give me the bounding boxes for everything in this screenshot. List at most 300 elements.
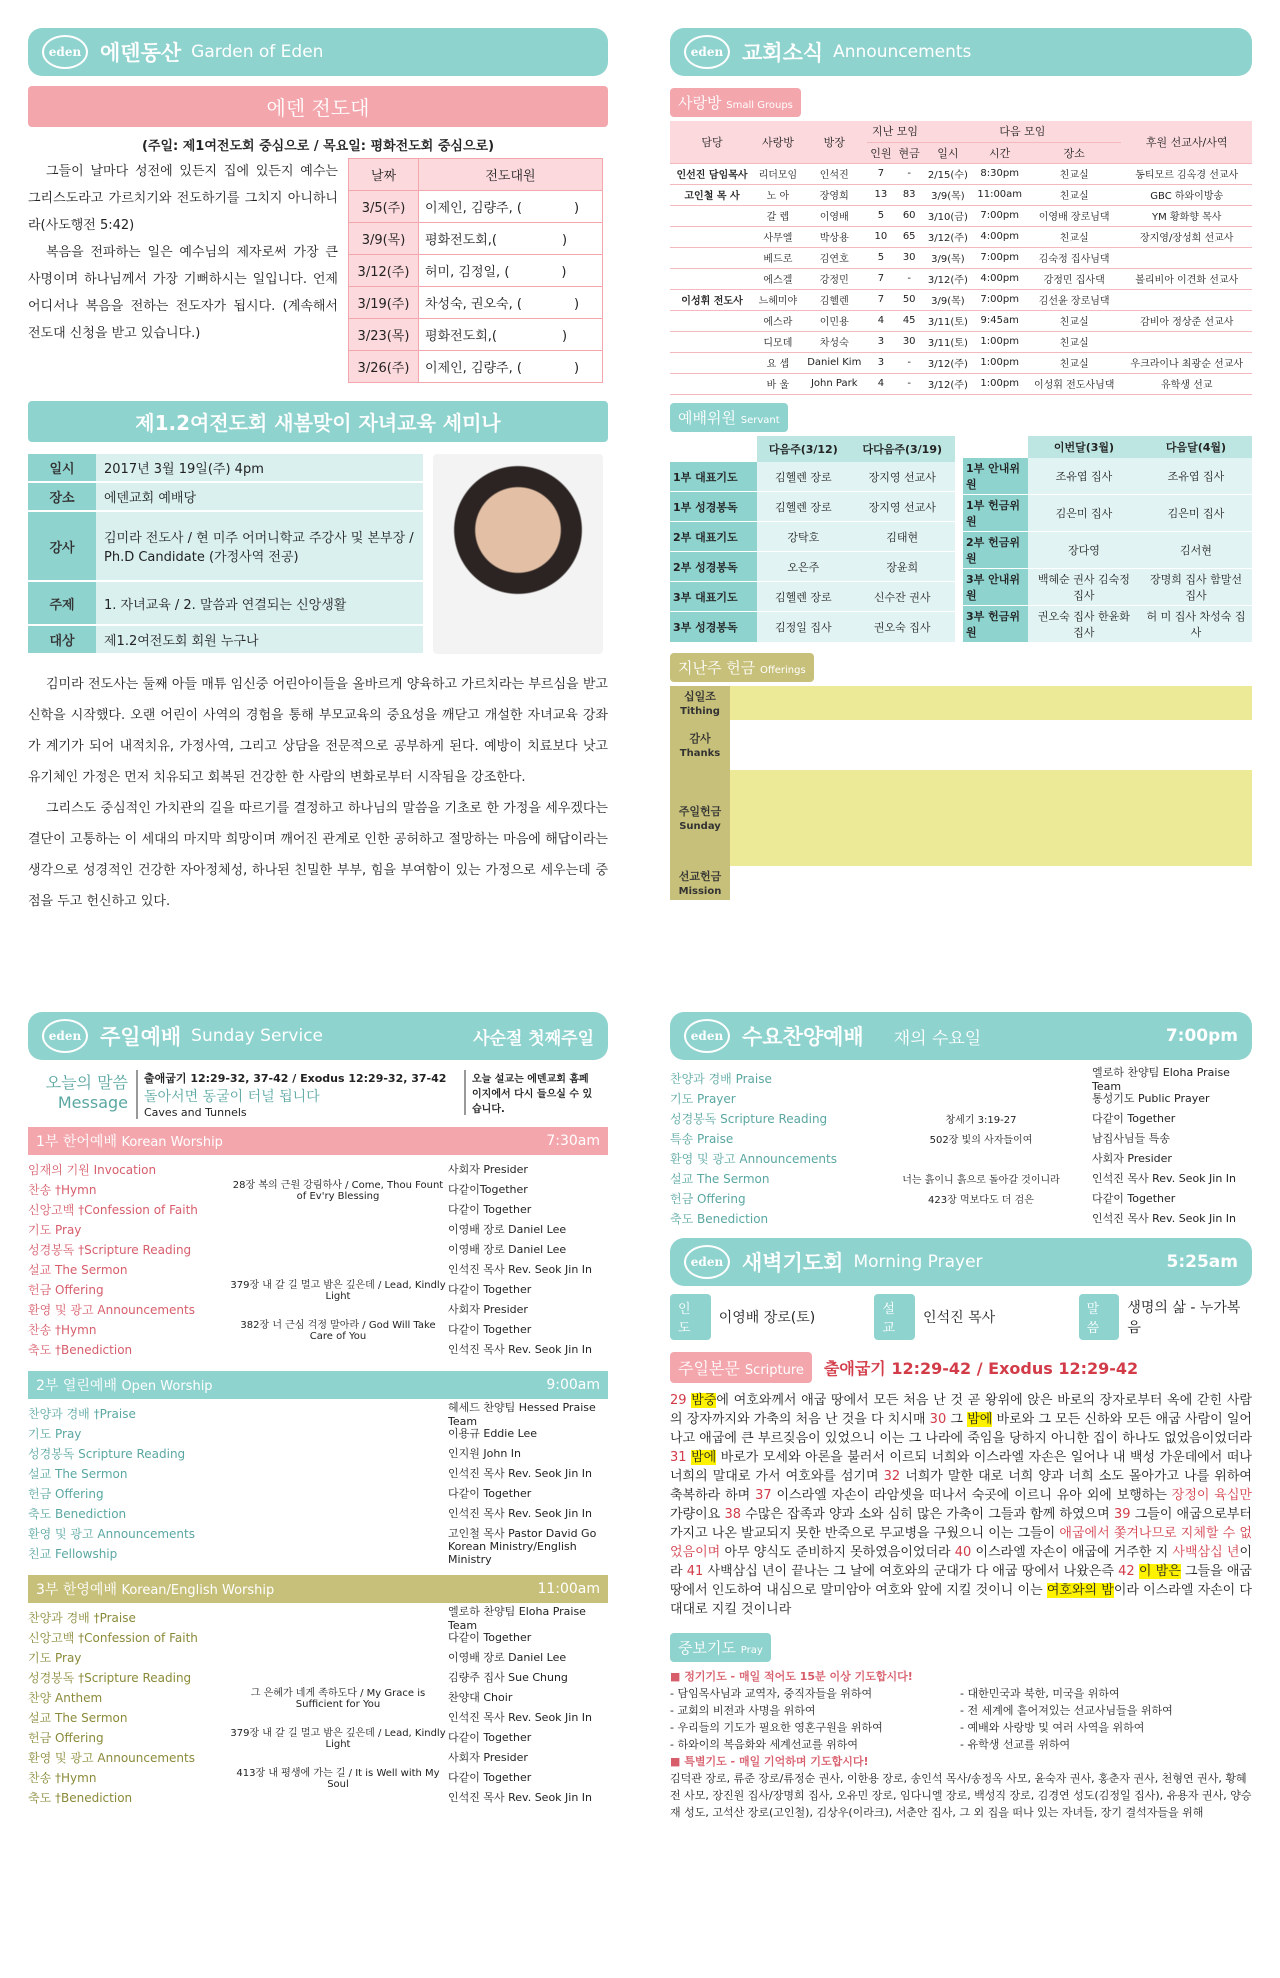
sg-cell <box>670 373 754 394</box>
order-detail: 379장 내 갈 길 멀고 밤은 깊은데 / Lead, Kindly Light <box>230 1280 446 1302</box>
eden-subtitle: Garden of Eden <box>191 42 324 62</box>
sg-cell: 김숙정 집사님댁 <box>1027 247 1122 268</box>
sg-row <box>670 310 1252 331</box>
w2-time: 9:00am <box>546 1377 600 1393</box>
sg-cell: 7 <box>867 289 895 310</box>
order-row <box>28 1483 608 1503</box>
sv-cell: 조유엽 집사 <box>1028 458 1140 495</box>
eden-section <box>28 28 608 917</box>
sv-cell: 2부 성경봉독 <box>670 552 757 582</box>
sg-cell: YM 황화향 목사 <box>1121 205 1252 226</box>
message-ref: 출애굽기 12:29-32, 37-42 / Exodus 12:29-32, 37-42 <box>144 1072 447 1085</box>
sv-row <box>963 568 1252 605</box>
order-row <box>670 1065 1252 1093</box>
seminar-key: 강사 <box>28 511 96 581</box>
mission-names: 평화전도회,( ) <box>419 319 603 351</box>
order-leader: 김량주 집사 Sue Chung <box>448 1671 568 1684</box>
message-title-en: Caves and Tunnels <box>144 1106 247 1119</box>
order-leader: 다같이 Together <box>448 1731 532 1744</box>
sg-row <box>670 268 1252 289</box>
morning-header <box>670 1238 1252 1286</box>
order-item: 축도 Benediction <box>28 1506 127 1521</box>
news-header <box>670 28 1252 76</box>
sg-cell: 유학생 선교 <box>1121 373 1252 394</box>
sg-cell: 요 셉 <box>754 352 802 373</box>
sg-cell: 50 <box>895 289 923 310</box>
mission-names: 허미, 김정일, ( ) <box>419 255 603 287</box>
order-item: 축도 Benediction <box>670 1211 769 1226</box>
mission-names: 평화전도회,( ) <box>419 223 603 255</box>
scripture-segment: 42 <box>1118 1564 1139 1579</box>
order-item: 환영 및 광고 Announcements <box>28 1526 195 1541</box>
sg-cell: 60 <box>895 205 923 226</box>
order-row <box>28 1400 608 1428</box>
prayer-item: - 유학생 선교를 위하여 <box>960 1738 1071 1751</box>
sg-cell: 고인철 목 사 <box>670 184 754 205</box>
order-row <box>28 1787 608 1807</box>
sg-cell <box>1121 289 1252 310</box>
morning-subtitle: Morning Prayer <box>853 1252 983 1272</box>
sg-cell: 김연호 <box>802 247 867 268</box>
sg-cell: 3/12(주) <box>923 226 972 247</box>
sg-cell: 친교실 <box>1027 310 1122 331</box>
order-item: 설교 The Sermon <box>28 1710 128 1725</box>
sg-cell <box>1121 247 1252 268</box>
sv-row <box>963 458 1252 495</box>
sg-cell: 김선윤 장로님댁 <box>1027 289 1122 310</box>
morning-title: 새벽기도회 <box>742 1251 844 1275</box>
sg-cell: 30 <box>895 247 923 268</box>
seminar-para2: 그리스도 중심적인 가치관의 길을 따르기를 결정하고 하나님의 말씀을 기초로 한 가정을 세우겠다는 결단이 고통하는 이 세대의 마지막 희망이며 깨어진 관계로 인한 공허하고 절망하는 마음에 해답이라는 생각으로 성경적인 건강한 자아정체성, 하나된 친밀한 부부, 힘을 부여함이 있는 가정으로 세우는데 중점을 두고 헌신하고 있다. <box>28 801 608 909</box>
scripture-segment: 사백삼십 년 <box>1172 1545 1240 1560</box>
sv-cell: 1부 대표기도 <box>670 462 757 492</box>
sg-cell: 친교실 <box>1027 352 1122 373</box>
sg-cell: 3 <box>867 352 895 373</box>
sg-cell: 9:45am <box>972 310 1026 331</box>
worship2-order <box>28 1400 608 1566</box>
scripture-segment: 바로와 그 모든 신하와 모든 애굽 사람이 일어나고 애굽에 큰 부르짖음이 있었으니 이는 그 나라에 죽임을 당하지 아니한 집이 하나도 없었음이었더라 <box>670 1412 1252 1446</box>
order-detail: 423장 먹보다도 더 검은 <box>928 1194 1034 1206</box>
sv-row <box>963 605 1252 642</box>
sv-cell: 김서현 <box>1140 531 1252 568</box>
scripture-segment: 30 <box>929 1412 951 1427</box>
sg-cell: 3/10(금) <box>923 205 972 226</box>
order-row <box>28 1604 608 1632</box>
order-row <box>28 1279 608 1302</box>
sg-cell: 7 <box>867 268 895 289</box>
order-leader: 다같이 Together <box>448 1771 532 1784</box>
mission-para2: 복음을 전파하는 일은 예수님의 제자로써 가장 큰 사명이며 하나님께서 가장 기뻐하시는 일입니다. 언제 어디서나 복음을 전하는 전도자가 됩시다. (계속해서 전도대 신청을 받고 있습니다.) <box>28 245 338 341</box>
sg-cell: - <box>895 352 923 373</box>
mission-title: 에덴 전도대 <box>28 86 608 127</box>
prayer-list <box>670 1668 1252 1821</box>
morning-lead-key: 인도 <box>670 1294 711 1340</box>
sg-cell: 강정민 집사댁 <box>1027 268 1122 289</box>
order-leader: 다같이 Together <box>1092 1112 1176 1125</box>
mission-date: 3/19(주) <box>349 287 419 319</box>
sg-cell: 볼리비아 이견화 선교사 <box>1121 268 1252 289</box>
order-item: 찬송 †Hymn <box>28 1770 97 1785</box>
speaker-photo <box>433 454 603 654</box>
w3-title: 3부 한영예배 <box>36 1582 117 1598</box>
sg-cell: 인석진 <box>802 163 867 184</box>
news-subtitle: Announcements <box>833 42 972 62</box>
sv-cell: 신수잔 권사 <box>849 582 955 612</box>
sv-right-body <box>963 458 1252 643</box>
sg-cell: 3/12(주) <box>923 373 972 394</box>
sg-cell: 3/9(목) <box>923 289 972 310</box>
sg-cell: 30 <box>895 331 923 352</box>
sv-row <box>670 492 955 522</box>
mission-date: 3/26(주) <box>349 351 419 383</box>
w3-time: 11:00am <box>537 1581 600 1597</box>
order-item: 환영 및 광고 Announcements <box>28 1750 195 1765</box>
sg-cell: 박상용 <box>802 226 867 247</box>
mission-head-names: 전도대원 <box>419 159 603 191</box>
sv-row <box>963 494 1252 531</box>
sg-cell: 5 <box>867 247 895 268</box>
sv-cell: 김태현 <box>849 522 955 552</box>
seminar-key: 대상 <box>28 625 96 654</box>
sg-head: 다음 모임 <box>923 121 1121 142</box>
sg-cell: 디모데 <box>754 331 802 352</box>
sv-cell: 권오숙 집사 <box>849 612 955 642</box>
sv-cell: 1부 헌금위원 <box>963 494 1028 531</box>
sv-cell: 장윤희 <box>849 552 955 582</box>
sg-cell: 리더모임 <box>754 163 802 184</box>
scripture-label-ko: 주일본문 <box>678 1359 740 1378</box>
sg-cell: 차성숙 <box>802 331 867 352</box>
prayer-item: - 담임목사님과 교역자, 중직자들을 위하여 <box>670 1687 873 1700</box>
order-leader: 인석진 목사 Rev. Seok Jin In <box>448 1263 593 1276</box>
order-row <box>670 1208 1252 1228</box>
sg-cell: 느헤미야 <box>754 289 802 310</box>
wed-subtitle: 재의 수요일 <box>893 1028 982 1049</box>
sg-cell: 45 <box>895 310 923 331</box>
sg-cell: GBC 하와이방송 <box>1121 184 1252 205</box>
mission-table <box>348 158 603 383</box>
order-item: 성경봉독 †Scripture Reading <box>28 1242 192 1257</box>
scripture-segment: 31 <box>670 1450 692 1465</box>
sv-cell: 3부 대표기도 <box>670 582 757 612</box>
order-leader: 통성기도 Public Prayer <box>1092 1092 1210 1105</box>
sv-left-body <box>670 462 955 642</box>
scripture-segment: 이스라엘 자손이 애굽에 거주한 지 <box>975 1545 1173 1560</box>
scripture-segment: 밤중 <box>691 1393 717 1408</box>
order-row <box>28 1463 608 1483</box>
scripture-segment: 32 <box>883 1469 906 1484</box>
prayer-heading-regular: ■ 정기기도 - 매일 적어도 15분 이상 기도합시다! <box>670 1670 913 1683</box>
order-leader: 인석진 목사 Rev. Seok Jin In <box>448 1791 593 1804</box>
sg-cell: 2/15(수) <box>923 163 972 184</box>
offering-value <box>730 686 1252 720</box>
sv-cell: 장명희 집사 함말선 집사 <box>1140 568 1252 605</box>
message-title: 돌아서면 동굴이 터널 됩니다 <box>144 1089 320 1105</box>
wed-time: 7:00pm <box>1165 1026 1238 1046</box>
message-note: 오늘 설교는 에덴교회 홈페이지에서 다시 들으실 수 있습니다. <box>464 1070 594 1115</box>
sv-cell: 허 미 집사 차성숙 집사 <box>1140 605 1252 642</box>
order-leader: 사회자 Presider <box>448 1303 528 1316</box>
sg-head: 후원 선교사/사역 <box>1121 121 1252 163</box>
sv-head: 다음달(4월) <box>1140 436 1252 458</box>
order-row <box>670 1128 1252 1148</box>
order-item: 설교 The Sermon <box>28 1262 128 1277</box>
order-leader: 다같이 Together <box>448 1283 532 1296</box>
sv-label-en: Servant <box>740 414 780 426</box>
off-label-en: Offerings <box>760 664 806 676</box>
order-item: 기도 Pray <box>28 1222 82 1237</box>
servant-table-left <box>670 436 955 643</box>
w1-time: 7:30am <box>546 1133 600 1149</box>
scripture-ref: 출애굽기 12:29-42 / Exodus 12:29-42 <box>823 1359 1139 1378</box>
sg-cell: 5 <box>867 205 895 226</box>
sg-cell: 3/11(토) <box>923 310 972 331</box>
order-row <box>28 1423 608 1443</box>
scripture-segment: 41 <box>686 1564 708 1579</box>
worship1-header <box>28 1127 608 1155</box>
order-leader: 사회자 Presider <box>1092 1152 1172 1165</box>
morning-word-key: 말씀 <box>1079 1294 1120 1340</box>
sg-subhead: 인원 <box>867 142 895 163</box>
sg-cell <box>670 247 754 268</box>
sg-cell: 이영배 <box>802 205 867 226</box>
sv-cell: 3부 헌금위원 <box>963 605 1028 642</box>
morning-time: 5:25am <box>1166 1252 1238 1272</box>
sunday-title: 주일예배 <box>100 1025 182 1049</box>
order-leader: 남집사님들 특송 <box>1092 1132 1170 1145</box>
sg-subhead: 현금 <box>895 142 923 163</box>
order-leader: 다같이 Together <box>448 1323 532 1336</box>
scripture-segment: 39 <box>1113 1507 1135 1522</box>
morning-sermon-value: 인석진 목사 <box>923 1310 996 1326</box>
sg-cell: 3/12(주) <box>923 268 972 289</box>
scripture-segment: 29 <box>670 1393 692 1408</box>
scripture-label <box>670 1352 812 1383</box>
scripture-segment: 아무 양식도 준비하지 못하였음이었더라 <box>720 1545 955 1560</box>
offerings-label <box>670 653 814 682</box>
sg-cell: 장영희 <box>802 184 867 205</box>
seminar-value: 김미라 전도사 / 현 미주 어머니학교 주강사 및 본부장 / Ph.D Candidate (가정사역 전공) <box>96 511 423 581</box>
sg-row <box>670 289 1252 310</box>
sg-cell: 13 <box>867 184 895 205</box>
sv-cell: 강탁호 <box>757 522 849 552</box>
sv-row <box>670 462 955 492</box>
servant-table-right <box>963 436 1252 643</box>
sv-head: 다음주(3/12) <box>757 436 849 462</box>
order-row <box>670 1148 1252 1168</box>
sg-cell: - <box>895 373 923 394</box>
scripture-segment: 장정이 육십만 <box>1171 1488 1252 1503</box>
order-item: 특송 Praise <box>670 1131 734 1146</box>
sg-head: 지난 모임 <box>867 121 924 142</box>
sg-cell: 1:00pm <box>972 373 1026 394</box>
sg-cell: 10 <box>867 226 895 247</box>
order-item: 찬양과 경배 †Praise <box>28 1610 136 1625</box>
order-leader: 이영배 장로 Daniel Lee <box>448 1243 567 1256</box>
scripture-segment: 이라 이스라엘 자손이 다 대대로 지킬 것이니라 <box>670 1583 1252 1617</box>
sg-row <box>670 352 1252 373</box>
order-detail: 너는 흙이니 흙으로 돌아갈 것이니라 <box>902 1174 1060 1186</box>
order-detail: 28장 복의 근원 강림하사 / Come, Thou Fount of Ev'ry Blessing <box>232 1180 444 1202</box>
sg-cell: 장지영/장성희 선교사 <box>1121 226 1252 247</box>
eden-logo-icon: eden <box>42 1019 88 1053</box>
sv-label-ko: 예배위원 <box>678 408 736 427</box>
offerings-table <box>670 686 1252 900</box>
mission-names: 이제인, 김량주, ( ) <box>419 191 603 223</box>
sv-cell: 권오숙 집사 한윤화 집사 <box>1028 605 1140 642</box>
offering-value <box>730 866 1252 900</box>
order-leader: 인석진 목사 Rev. Seok Jin In <box>448 1711 593 1724</box>
order-leader: 사회자 Presider <box>448 1751 528 1764</box>
message-label: 오늘의 말씀 <box>45 1073 128 1092</box>
order-item: 성경봉독 Scripture Reading <box>28 1446 186 1461</box>
order-item: 기도 Pray <box>28 1650 82 1665</box>
order-item: 성경봉독 Scripture Reading <box>670 1111 828 1126</box>
wed-section <box>670 1012 1252 1821</box>
sg-cell: 강정민 <box>802 268 867 289</box>
sv-cell: 1부 안내위원 <box>963 458 1028 495</box>
order-leader: 다같이 Together <box>448 1631 532 1644</box>
small-groups-label <box>670 88 801 117</box>
sg-cell: 동티모르 김옥경 선교사 <box>1121 163 1252 184</box>
sv-row <box>670 582 955 612</box>
prayer-item: - 우리들의 기도가 필요한 영혼구원을 위하여 <box>670 1721 883 1734</box>
order-leader: 인석진 목사 Rev. Seok Jin In <box>1092 1212 1237 1225</box>
sg-cell: 김헬렌 <box>802 289 867 310</box>
scripture-segment: 가량이요 <box>670 1507 725 1522</box>
sv-cell: 1부 성경봉독 <box>670 492 757 522</box>
sg-body <box>670 163 1252 394</box>
sv-cell: 장지영 선교사 <box>849 462 955 492</box>
prayer-label <box>670 1633 771 1662</box>
order-item: 기도 Prayer <box>670 1091 736 1106</box>
sg-cell: 에스겔 <box>754 268 802 289</box>
sg-cell: 친교실 <box>1027 331 1122 352</box>
order-detail: 그 은혜가 네게 족하도다 / My Grace is Sufficient for You <box>250 1688 426 1710</box>
worship2-header <box>28 1371 608 1399</box>
mission-para1: 그들이 날마다 성전에 있든지 집에 있든지 예수는 그리스도라고 가르치기와 전도하기를 그치지 아니하니라(사도행전 5:42) <box>28 164 338 233</box>
morning-info <box>670 1294 1252 1340</box>
eden-title: 에덴동산 <box>100 41 182 65</box>
sg-row <box>670 163 1252 184</box>
offering-label: 십일조 Tithing <box>670 686 730 720</box>
order-item: 찬양과 경배 †Praise <box>28 1406 136 1421</box>
order-leader: 찬양대 Choir <box>448 1691 513 1704</box>
sg-cell: 갈 렙 <box>754 205 802 226</box>
order-item: 찬양 Anthem <box>28 1690 103 1705</box>
off-label-ko: 지난주 헌금 <box>678 658 756 677</box>
scripture-segment: 수많은 잡족과 양과 소와 심히 많은 가축이 그들과 함께 하였으며 <box>745 1507 1114 1522</box>
order-leader: Korean Ministry/English Ministry <box>448 1540 577 1566</box>
worship1-order <box>28 1159 608 1359</box>
sg-cell: 이영배 장로님댁 <box>1027 205 1122 226</box>
order-row <box>28 1727 608 1750</box>
sg-cell: 83 <box>895 184 923 205</box>
order-leader: 인지원 John In <box>448 1447 522 1460</box>
prayer-item: - 교회의 비전과 사명을 위하여 <box>670 1704 816 1717</box>
sg-row <box>670 373 1252 394</box>
order-row <box>28 1767 608 1790</box>
order-leader: 고인철 목사 Pastor David Go <box>448 1527 597 1540</box>
wed-header <box>670 1012 1252 1060</box>
sv-cell: 장다영 <box>1028 531 1140 568</box>
prayer-label-ko: 중보기도 <box>678 1639 736 1657</box>
scripture-segment: 밤에 <box>967 1412 993 1427</box>
sg-head: 담당 <box>670 121 754 163</box>
sv-cell: 조유엽 집사 <box>1140 458 1252 495</box>
order-item: 기도 Pray <box>28 1426 82 1441</box>
sg-cell: 3/9(목) <box>923 247 972 268</box>
sg-cell: 감비아 정상준 선교사 <box>1121 310 1252 331</box>
sg-cell: 사무엘 <box>754 226 802 247</box>
sg-cell <box>1121 331 1252 352</box>
w2-title: 2부 열린예배 <box>36 1378 117 1394</box>
sg-row <box>670 331 1252 352</box>
sv-cell: 백혜순 권사 김숙정 집사 <box>1028 568 1140 605</box>
prayer-heading-special: ■ 특별기도 - 매일 기억하며 기도합시다! <box>670 1755 869 1768</box>
prayer-item: - 하와이의 복음화와 세계선교를 위하여 <box>670 1738 858 1751</box>
seminar-value: 1. 자녀교육 / 2. 말씀과 연결되는 신앙생활 <box>96 581 423 625</box>
scripture-segment: 밤에 <box>691 1450 717 1465</box>
sg-cell: 1:00pm <box>972 352 1026 373</box>
order-row <box>28 1503 608 1523</box>
scripture-segment: 바로가 모세와 아론을 불러서 이르되 너희와 이스라엘 자손은 일어나 내 백성 가운데에서 떠나 너희의 말대로 가서 여호와를 섬기며 <box>670 1450 1252 1484</box>
sg-cell: 4:00pm <box>972 268 1026 289</box>
worship3-order <box>28 1604 608 1807</box>
order-leader: 이영배 장로 Daniel Lee <box>448 1651 567 1664</box>
sg-cell: 3/9(목) <box>923 184 972 205</box>
sg-cell <box>670 310 754 331</box>
order-row <box>670 1088 1252 1108</box>
sg-cell: 7:00pm <box>972 247 1026 268</box>
seminar-value: 에덴교회 예배당 <box>96 482 423 511</box>
order-row <box>28 1540 608 1566</box>
wed-title: 수요찬양예배 <box>742 1025 864 1049</box>
seminar-value: 2017년 3월 19일(주) 4pm <box>96 454 423 482</box>
mission-note: (주일: 제1여전도회 중심으로 / 목요일: 평화전도회 중심으로) <box>141 139 495 154</box>
seminar-table <box>28 454 423 655</box>
sv-cell: 김은미 집사 <box>1140 494 1252 531</box>
order-item: 축도 †Benediction <box>28 1342 133 1357</box>
sv-cell: 2부 헌금위원 <box>963 531 1028 568</box>
offering-label: 주일헌금 Sunday <box>670 770 730 866</box>
offering-label: 선교헌금 Mission <box>670 866 730 900</box>
order-row <box>28 1687 608 1710</box>
order-item: 헌금 Offering <box>28 1730 104 1745</box>
news-section <box>670 28 1252 900</box>
prayer-item: - 대한민국과 북한, 미국을 위하여 <box>960 1687 1120 1700</box>
eden-logo-icon: eden <box>684 1019 730 1053</box>
sg-cell: 3 <box>867 331 895 352</box>
sg-cell <box>670 268 754 289</box>
order-item: 임재의 기원 Invocation <box>28 1162 157 1177</box>
sg-subhead: 장소 <box>1027 142 1122 163</box>
order-leader: 이영배 장로 Daniel Lee <box>448 1223 567 1236</box>
order-item: 찬송 †Hymn <box>28 1322 97 1337</box>
order-item: 설교 The Sermon <box>670 1171 770 1186</box>
sg-cell: 이민용 <box>802 310 867 331</box>
sg-row <box>670 247 1252 268</box>
sg-row <box>670 226 1252 247</box>
sv-head: 이번달(3월) <box>1028 436 1140 458</box>
message-box <box>28 1070 608 1119</box>
scripture-segment: 40 <box>954 1545 976 1560</box>
sg-cell: 8:30pm <box>972 163 1026 184</box>
sv-cell: 오은주 <box>757 552 849 582</box>
offering-value <box>730 770 1252 866</box>
sg-cell: 7:00pm <box>972 205 1026 226</box>
order-row <box>28 1627 608 1647</box>
